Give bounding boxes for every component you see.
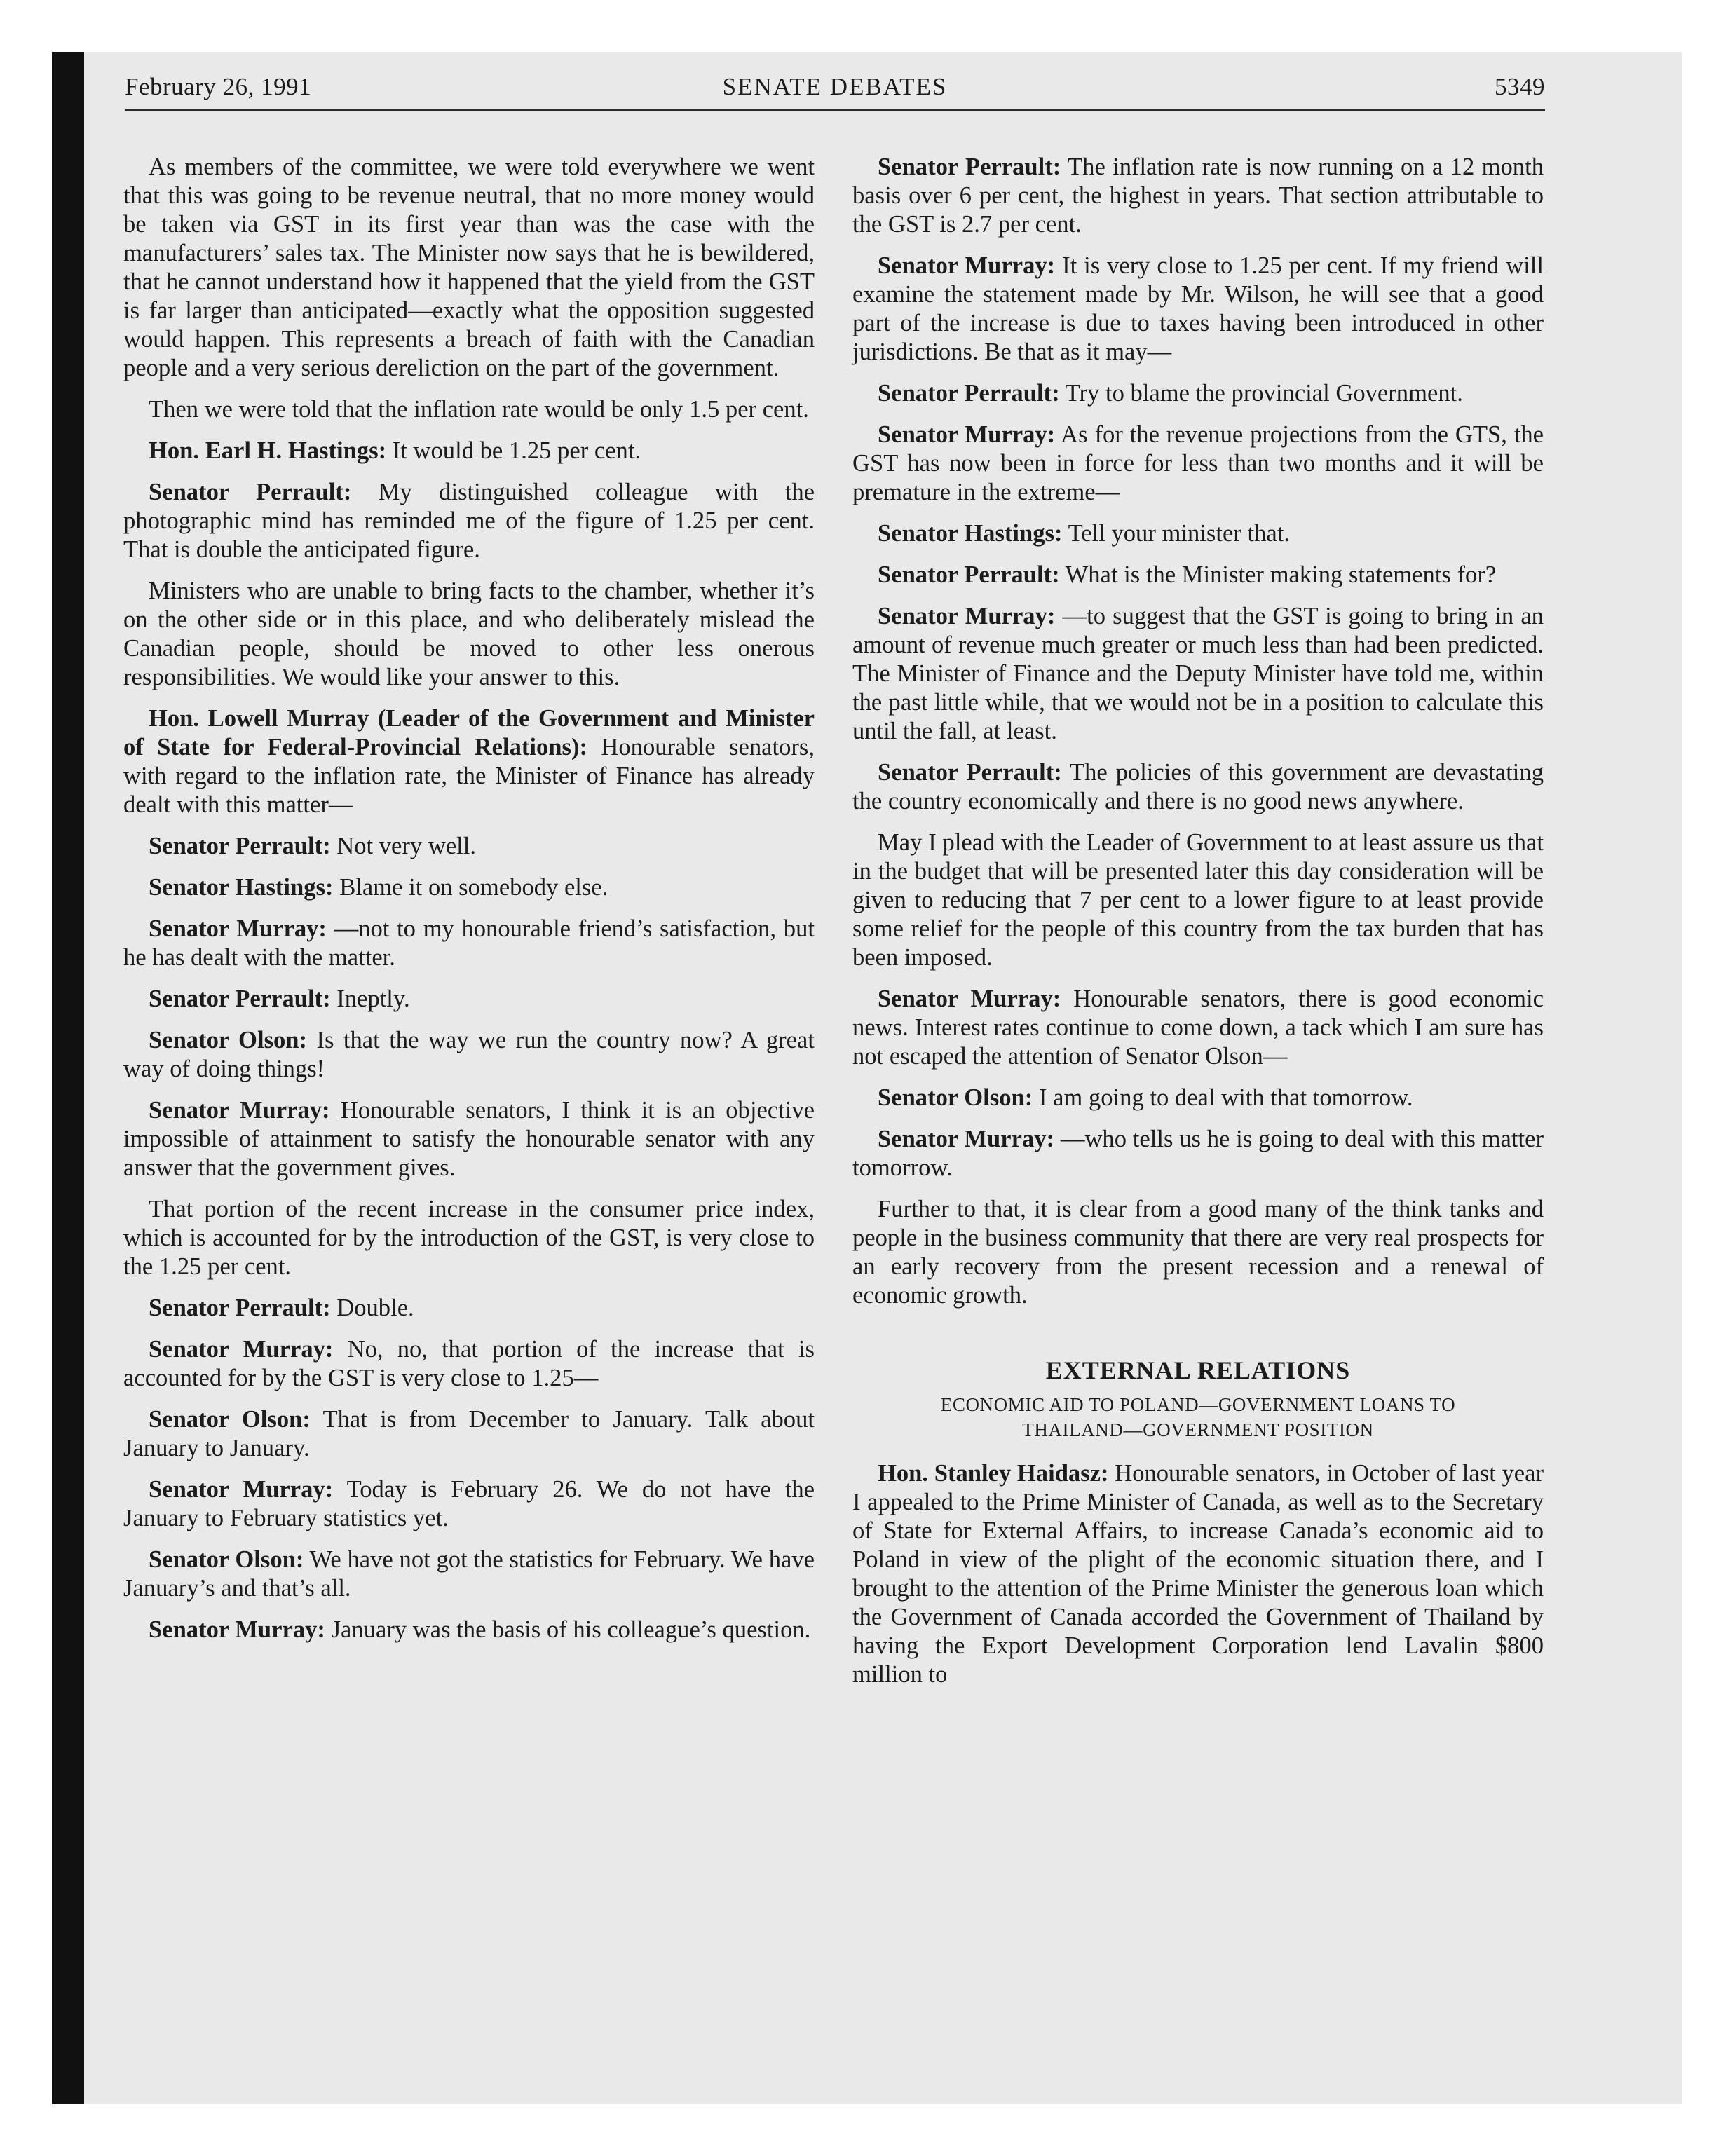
paragraph: Further to that, it is clear from a good many of the think tanks and people in the business community that there are very real prospects for an early recovery from the present recession and a renewal of economic growth. [852, 1196, 1544, 1309]
speaker-name: Senator Olson: [149, 1027, 308, 1053]
section-subtitle: ECONOMIC AID TO POLAND—GOVERNMENT LOANS TO THAILAND—GOVERNMENT POSITION [940, 1394, 1456, 1440]
speaker-name: Senator Olson: [149, 1546, 304, 1573]
page-header [125, 73, 1545, 111]
page-number: 5349 [1495, 73, 1545, 100]
paragraph: Senator Murray: No, no, that portion of the increase that is accounted for by the GST is very close to 1.25— [123, 1336, 815, 1391]
paragraph: Senator Murray: As for the revenue projections from the GTS, the GST has now been in force for less than two months and it will be premature in the extreme— [852, 421, 1544, 505]
speaker-name: Senator Perrault: [149, 1295, 331, 1321]
speaker-name: Senator Murray: [878, 603, 1056, 629]
header-date: February 26, 1991 [125, 73, 312, 100]
paragraph: Senator Perrault: Double. [149, 1295, 414, 1321]
paragraph: Hon. Lowell Murray (Leader of the Government and Minister of State for Federal-Provincial Relations): Honourable senators, with regard to the inflation rate, the Minister of Finance has already dealt with this matter— [123, 705, 815, 818]
paragraph: Senator Murray: —who tells us he is going to deal with this matter tomorrow. [852, 1126, 1544, 1181]
speaker-name: Senator Olson: [878, 1084, 1033, 1111]
binding-edge [52, 52, 84, 2104]
paragraph: Senator Hastings: Blame it on somebody else. [149, 874, 608, 901]
speaker-name: Senator Murray: [878, 252, 1056, 279]
paragraph: Senator Murray: It is very close to 1.25 per cent. If my friend will examine the statement made by Mr. Wilson, he will see that a good part of the increase is due to taxes having been introduced in other jurisdictions. Be that as it may— [852, 252, 1544, 365]
paragraph: That portion of the recent increase in the consumer price index, which is accounted for by the introduction of the GST, is very close to the 1.25 per cent. [123, 1196, 815, 1280]
right-column [852, 153, 1544, 1702]
paragraph: Senator Murray: Honourable senators, there is good economic news. Interest rates continue to come down, a tack which I am sure has not escaped the attention of Senator Olson— [852, 985, 1544, 1070]
paragraph: Senator Hastings: Tell your minister that. [878, 520, 1290, 547]
speaker-name: Senator Perrault: [878, 759, 1062, 786]
paragraph: Senator Perrault: Ineptly. [149, 985, 410, 1012]
speaker-name: Senator Hastings: [878, 520, 1063, 547]
paragraph: Senator Murray: Today is February 26. We do not have the January to February statistics yet. [123, 1476, 815, 1531]
paragraph: Senator Murray: January was the basis of his colleague’s question. [149, 1616, 811, 1643]
speaker-name: Senator Murray: [149, 1476, 334, 1503]
section-title: EXTERNAL RELATIONS [1045, 1356, 1351, 1384]
paragraph: Senator Olson: I am going to deal with that tomorrow. [878, 1084, 1413, 1111]
speaker-name: Senator Murray: [149, 915, 327, 942]
speaker-name: Senator Perrault: [149, 479, 352, 505]
speaker-name: Senator Murray: [149, 1336, 334, 1363]
header-title: SENATE DEBATES [722, 73, 948, 100]
paragraph: Senator Olson: We have not got the statistics for February. We have January’s and that’s all. [123, 1546, 815, 1602]
paragraph: Senator Perrault: The policies of this government are devastating the country economically and there is no good news anywhere. [852, 759, 1544, 814]
speaker-name: Hon. Lowell Murray (Leader of the Government and Minister of State for Federal-Provincial Relations): [123, 705, 815, 760]
paragraph: Senator Murray: —not to my honourable friend’s satisfaction, but he has dealt with the matter. [123, 915, 815, 971]
speaker-name: Senator Murray: [878, 985, 1061, 1012]
speaker-name: Senator Perrault: [878, 153, 1061, 180]
paragraph: Ministers who are unable to bring facts to the chamber, whether it’s on the other side or in this place, and who deliberately mislead the Canadian people, should be moved to other less onerous responsibilities. We would like your answer to this. [123, 578, 815, 690]
speaker-name: Senator Perrault: [149, 985, 331, 1012]
paragraph: Then we were told that the inflation rate would be only 1.5 per cent. [149, 396, 809, 423]
paragraph: Senator Olson: That is from December to January. Talk about January to January. [123, 1406, 815, 1461]
speaker-name: Senator Perrault: [878, 380, 1060, 407]
paragraph: Senator Perrault: My distinguished colleague with the photographic mind has reminded me of the figure of 1.25 per cent. That is double the anticipated figure. [123, 479, 815, 563]
speaker-name: Senator Murray: [149, 1616, 325, 1643]
paragraph: As members of the committee, we were told everywhere we went that this was going to be revenue neutral, that no more money would be taken via GST in its first year than was the case with the manufacturers’ sales tax. The Minister now says that he is bewildered, that he cannot understand how it happened that the yield from the GST is far larger than anticipated—exactly what the opposition suggested would happen. This represents a breach of faith with the Canadian people and a very serious dereliction on the part of the government. [123, 153, 815, 381]
speaker-name: Senator Murray: [878, 1126, 1055, 1152]
speaker-name: Senator Murray: [149, 1097, 330, 1124]
speaker-name: Senator Olson: [149, 1406, 311, 1433]
paragraph: Senator Murray: Honourable senators, I think it is an objective impossible of attainment to satisfy the honourable senator with any answer that the government gives. [123, 1097, 815, 1181]
speaker-name: Hon. Stanley Haidasz: [878, 1460, 1109, 1487]
paragraph: Hon. Stanley Haidasz: Honourable senators, in October of last year I appealed to the Prime Minister of Canada, as well as to the Secretary of State for External Affairs, to increase Canada’s economic aid to Poland in view of the plight of the economic situation there, and I brought to the attention of the Prime Minister the generous loan which the Government of Canada accorded the Government of Thailand by having the Export Development Corporation lend Lavalin $800 million to [852, 1460, 1544, 1688]
paragraph: May I plead with the Leader of Government to at least assure us that in the budget that will be presented later this day consideration will be given to reducing that 7 per cent to a lower figure to at least provide some relief for the people of this country from the tax burden that has been imposed. [852, 829, 1544, 971]
paragraph: Senator Perrault: Not very well. [149, 833, 477, 859]
paragraph: Senator Perrault: What is the Minister making statements for? [878, 561, 1497, 588]
paragraph: Senator Perrault: Try to blame the provincial Government. [878, 380, 1463, 407]
left-column [123, 153, 815, 1657]
speaker-name: Senator Murray: [878, 421, 1056, 448]
speaker-name: Hon. Earl H. Hastings: [149, 437, 387, 464]
paragraph: Senator Olson: Is that the way we run the country now? A great way of doing things! [123, 1027, 815, 1082]
paragraph: Hon. Earl H. Hastings: It would be 1.25 per cent. [149, 437, 641, 464]
paragraph: Senator Murray: —to suggest that the GST is going to bring in an amount of revenue much greater or much less than had been predicted. The Minister of Finance and the Deputy Minister have told me, within the past little while, that we would not be in a position to calculate this until the fall, at least. [852, 603, 1544, 744]
speaker-name: Senator Perrault: [878, 561, 1060, 588]
paragraph: Senator Perrault: The inflation rate is now running on a 12 month basis over 6 per cent, the highest in years. That section attributable to the GST is 2.7 per cent. [852, 153, 1544, 238]
speaker-name: Senator Perrault: [149, 833, 331, 859]
speaker-name: Senator Hastings: [149, 874, 334, 901]
